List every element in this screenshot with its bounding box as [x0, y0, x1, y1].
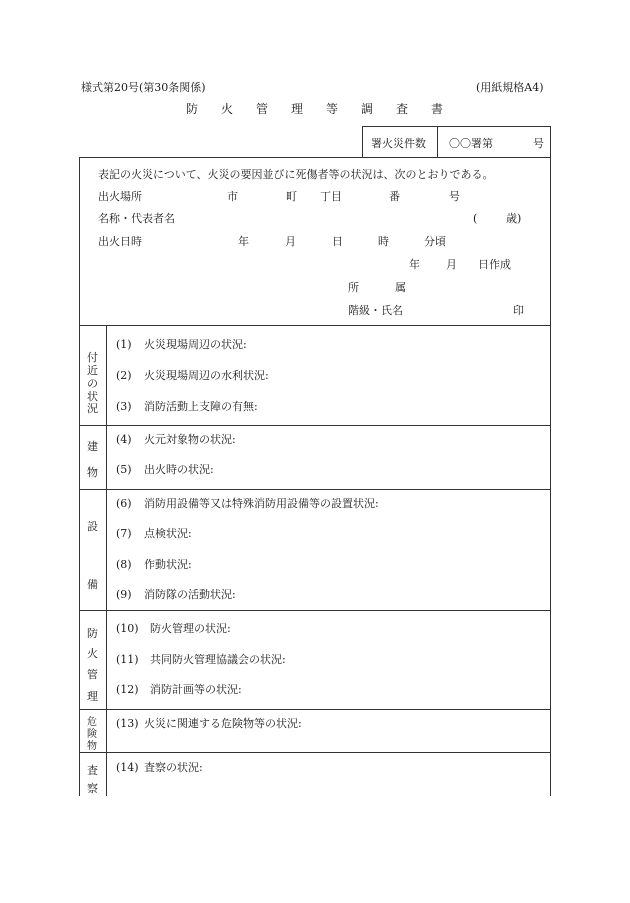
item-number: (11) — [116, 653, 139, 666]
paper-size: (用紙規格A4) — [476, 81, 544, 94]
item-number: (4) — [116, 433, 132, 446]
section-label-char: 近 — [87, 364, 98, 377]
name-representative-label: 名称・代表者名 — [98, 212, 175, 225]
fire-datetime-year: 年 — [238, 235, 249, 248]
list-item — [116, 651, 286, 667]
fire-datetime-minute: 分頃 — [424, 235, 446, 248]
fire-location-ban: 番 — [389, 190, 400, 203]
list-item — [116, 495, 379, 511]
item-number: (12) — [116, 683, 139, 696]
section-label-char: の — [87, 377, 98, 390]
item-number: (5) — [116, 463, 132, 476]
item-number: (6) — [116, 497, 132, 510]
fire-datetime-day: 日 — [332, 235, 343, 248]
item-text: 火災現場周辺の状況: — [144, 338, 247, 351]
section-label-char: 備 — [87, 578, 98, 591]
list-item — [116, 556, 192, 572]
item-text: 消防隊の活動状況: — [144, 588, 236, 601]
list-item — [116, 681, 242, 697]
intro-statement: 表記の火災について、火災の要因並びに死傷者等の状況は、次のとおりである。 — [98, 168, 494, 181]
fire-count-prefix: 〇〇署第 — [449, 137, 493, 150]
fire-datetime-month: 月 — [285, 235, 296, 248]
created-day: 日作成 — [478, 258, 511, 271]
seal-mark: 印 — [513, 304, 524, 317]
affiliation-label-b: 属 — [395, 281, 406, 294]
item-text: 消防活動上支障の有無: — [144, 400, 258, 413]
title-char: 書 — [431, 102, 444, 116]
fire-location-label: 出火場所 — [98, 190, 142, 203]
list-item — [116, 759, 203, 775]
item-text: 作動状況: — [144, 558, 192, 571]
fire-datetime-label: 出火日時 — [98, 235, 142, 248]
fire-location-go: 号 — [449, 190, 460, 203]
section-label-char: 危 — [87, 717, 97, 728]
item-text: 査察の状況: — [144, 761, 203, 774]
item-text: 点検状況: — [144, 527, 192, 540]
item-number: (2) — [116, 369, 132, 382]
list-item — [116, 715, 302, 731]
fire-location-town: 町 — [286, 190, 297, 203]
section-label-char: 査 — [87, 764, 98, 777]
section-label-char: 建 — [87, 440, 98, 453]
item-number: (14) — [116, 761, 139, 774]
rank-name-label: 階級・氏名 — [348, 304, 403, 317]
item-number: (9) — [116, 588, 132, 601]
section-label-char: 設 — [87, 520, 98, 533]
item-number: (13) — [116, 717, 139, 730]
title-char: 防 — [186, 102, 199, 116]
fire-count-suffix: 号 — [533, 137, 544, 150]
fire-location-chome: 丁目 — [320, 190, 342, 203]
fire-datetime-hour: 時 — [378, 235, 389, 248]
list-item — [116, 461, 214, 477]
affiliation-label-a: 所 — [348, 281, 359, 294]
title-char: 管 — [256, 102, 269, 116]
item-text: 火災現場周辺の水利状況: — [144, 369, 269, 382]
item-text: 出火時の状況: — [144, 463, 214, 476]
item-number: (10) — [116, 622, 139, 635]
item-text: 消防計画等の状況: — [150, 683, 242, 696]
title-char: 火 — [221, 102, 234, 116]
section-label-char: 察 — [87, 782, 98, 795]
list-item — [116, 398, 258, 414]
section-label-char: 火 — [87, 647, 98, 660]
form-number: 様式第20号(第30条関係) — [81, 81, 206, 94]
section-label-char: 防 — [87, 627, 98, 640]
list-item — [116, 367, 269, 383]
title-char: 等 — [326, 102, 339, 116]
item-text: 火元対象物の状況: — [144, 433, 236, 446]
fire-count-label: 署火災件数 — [371, 137, 426, 150]
created-year: 年 — [409, 258, 420, 271]
section-label-char: 付 — [87, 351, 98, 364]
item-number: (8) — [116, 558, 132, 571]
created-month: 月 — [446, 258, 457, 271]
fire-location-city: 市 — [227, 190, 238, 203]
list-item — [116, 620, 231, 636]
age-label: 歳) — [506, 212, 522, 225]
list-item — [116, 525, 192, 541]
section-label-char: 況 — [87, 402, 98, 415]
item-number: (3) — [116, 400, 132, 413]
section-label-char: 管 — [87, 668, 98, 681]
age-open-paren: ( — [473, 212, 478, 225]
item-text: 防火管理の状況: — [150, 622, 231, 635]
item-text: 消防用設備等又は特殊消防用設備等の設置状況: — [144, 497, 379, 510]
title-char: 調 — [361, 102, 374, 116]
section-label-char: 理 — [87, 690, 98, 703]
item-number: (7) — [116, 527, 132, 540]
list-item — [116, 431, 236, 447]
section-label-char: 物 — [87, 466, 98, 479]
list-item — [116, 336, 247, 352]
list-item — [116, 586, 236, 602]
item-text: 火災に関連する危険物等の状況: — [144, 717, 302, 730]
section-label-char: 物 — [87, 741, 97, 752]
item-text: 共同防火管理協議会の状況: — [150, 653, 286, 666]
section-label-char: 険 — [87, 729, 97, 740]
title-char: 理 — [291, 102, 304, 116]
item-number: (1) — [116, 338, 132, 351]
section-label-char: 状 — [87, 390, 98, 403]
title-char: 査 — [396, 102, 409, 116]
